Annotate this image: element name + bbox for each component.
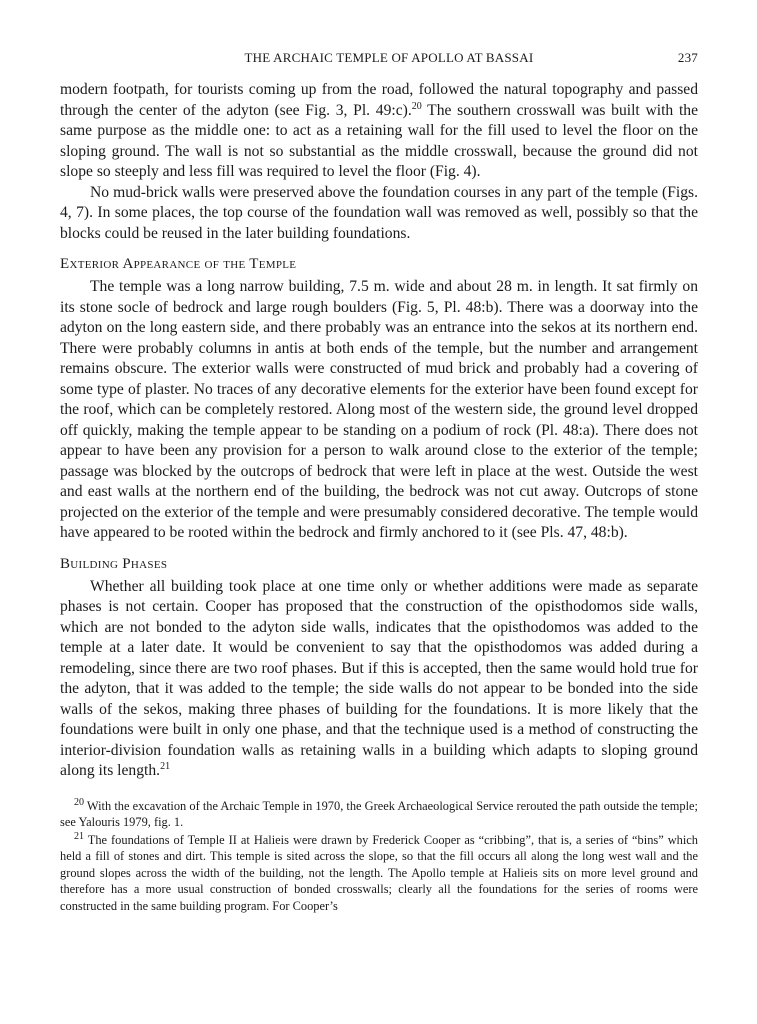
footnote-20 [60,798,698,831]
paragraph-1 [60,80,698,183]
page-number: 237 [677,50,698,65]
body-text [60,80,698,782]
footnote-number-20: 20 [74,796,84,808]
section-heading-phases: Building Phases [60,555,168,572]
footnote-21-text: The foundations of Temple II at Halieis were drawn by Frederick Cooper as “cribbing”, that is, a series of “bins” which held a fill of stones and dirt. This temple is sited across the slope, so that the fill occurs all along the long west wall and the ground slopes across the width of the building, not the length. The Apollo temple at Halieis sits on more level ground and therefore has a more usual construction of bonded crosswalls; clearly all the foundations for the series of rooms were constructed in the same building program. For Cooper’s [60,832,698,913]
running-header [60,50,698,66]
running-title: THE ARCHAIC TEMPLE OF APOLLO AT BASSAI [244,50,534,65]
document-page [60,50,698,914]
footnote-ref-21[interactable]: 21 [160,760,171,772]
footnote-21 [60,832,698,915]
paragraph-1-rest: The southern crosswall was built with the same purpose as the middle one: to act as a retaining wall for the fill used to level the floor on the sloping ground. The wall is not so substantial as the middle crosswall, because the ground did not slope so steeply and less fill was required to level the floor (Fig. 4). [60,101,698,180]
footnote-ref-20[interactable]: 20 [411,100,422,112]
paragraph-3: The temple was a long narrow building, 7.5 m. wide and about 28 m. in length. It sat firmly on its stone socle of bedrock and large rough boulders (Fig. 5, Pl. 48:b). There was a doorway into the adyton on the long eastern side, and there probably was an entrance into the sekos at its northern end. There were probably columns in antis at both ends of the temple, but the number and arrangement remains obscure. The exterior walls were constructed of mud brick and probably had a covering of some type of plaster. No traces of any decorative elements for the exterior have been found except for the roof, which can be completely restored. Along most of the western side, the ground level dropped off quickly, making the temple appear to be standing on a podium of rock (Pl. 48:a). There does not appear to have been any provision for a person to walk around close to the exterior of the temple; passage was blocked by the outcrops of bedrock that were left in place at the west. Outside the west and east walls at the northern end of the building, the bedrock was not cut away. Outcrops of stone projected on the exterior of the temple and were presumably considered decorative. The temple would have appeared to be rooted within the bedrock and firmly anchored to it (see Pls. 47, 48:b). [60,278,698,541]
paragraph-4 [60,577,698,782]
footnotes [60,798,698,915]
paragraph-2: No mud-brick walls were preserved above the foundation courses in any part of the temple (Figs. 4, 7). In some places, the top course of the foundation wall was removed as well, possibly so that the blocks could be reused in the later building foundations. [60,183,698,242]
section-heading-exterior: Exterior Appearance of the Temple [60,256,297,272]
paragraph-1-text: modern footpath, for tourists coming up from the road, followed the natural topography and passed through the center of the adyton (see Fig. 3, Pl. 49:c). [60,81,698,119]
footnote-number-21: 21 [74,830,84,842]
paragraph-4-text: Whether all building took place at one time only or whether additions were made as separate phases is not certain. Cooper has proposed that the construction of the opisthodomos side walls, which are not bonded to the adyton side walls, indicates that the opisthodomos was added to the temple at a later date. It would be convenient to say that the opisthodomos was added during a remodeling, since there are two roof phases. But if this is accepted, then the same would hold true for the adyton, that it was added to the temple; the side walls do not appear to be bonded into the side walls of the sekos, making three phases of building for the foundations. It is more likely that the foundations were built in only one phase, and that the technique used is a method of constructing the interior-division foundation walls as retaining walls in a building which adapts to sloping ground along its length. [60,577,698,779]
footnote-20-text: With the excavation of the Archaic Temple in 1970, the Greek Archaeological Service rerouted the path outside the temple; see Yalouris 1979, fig. 1. [60,798,698,829]
